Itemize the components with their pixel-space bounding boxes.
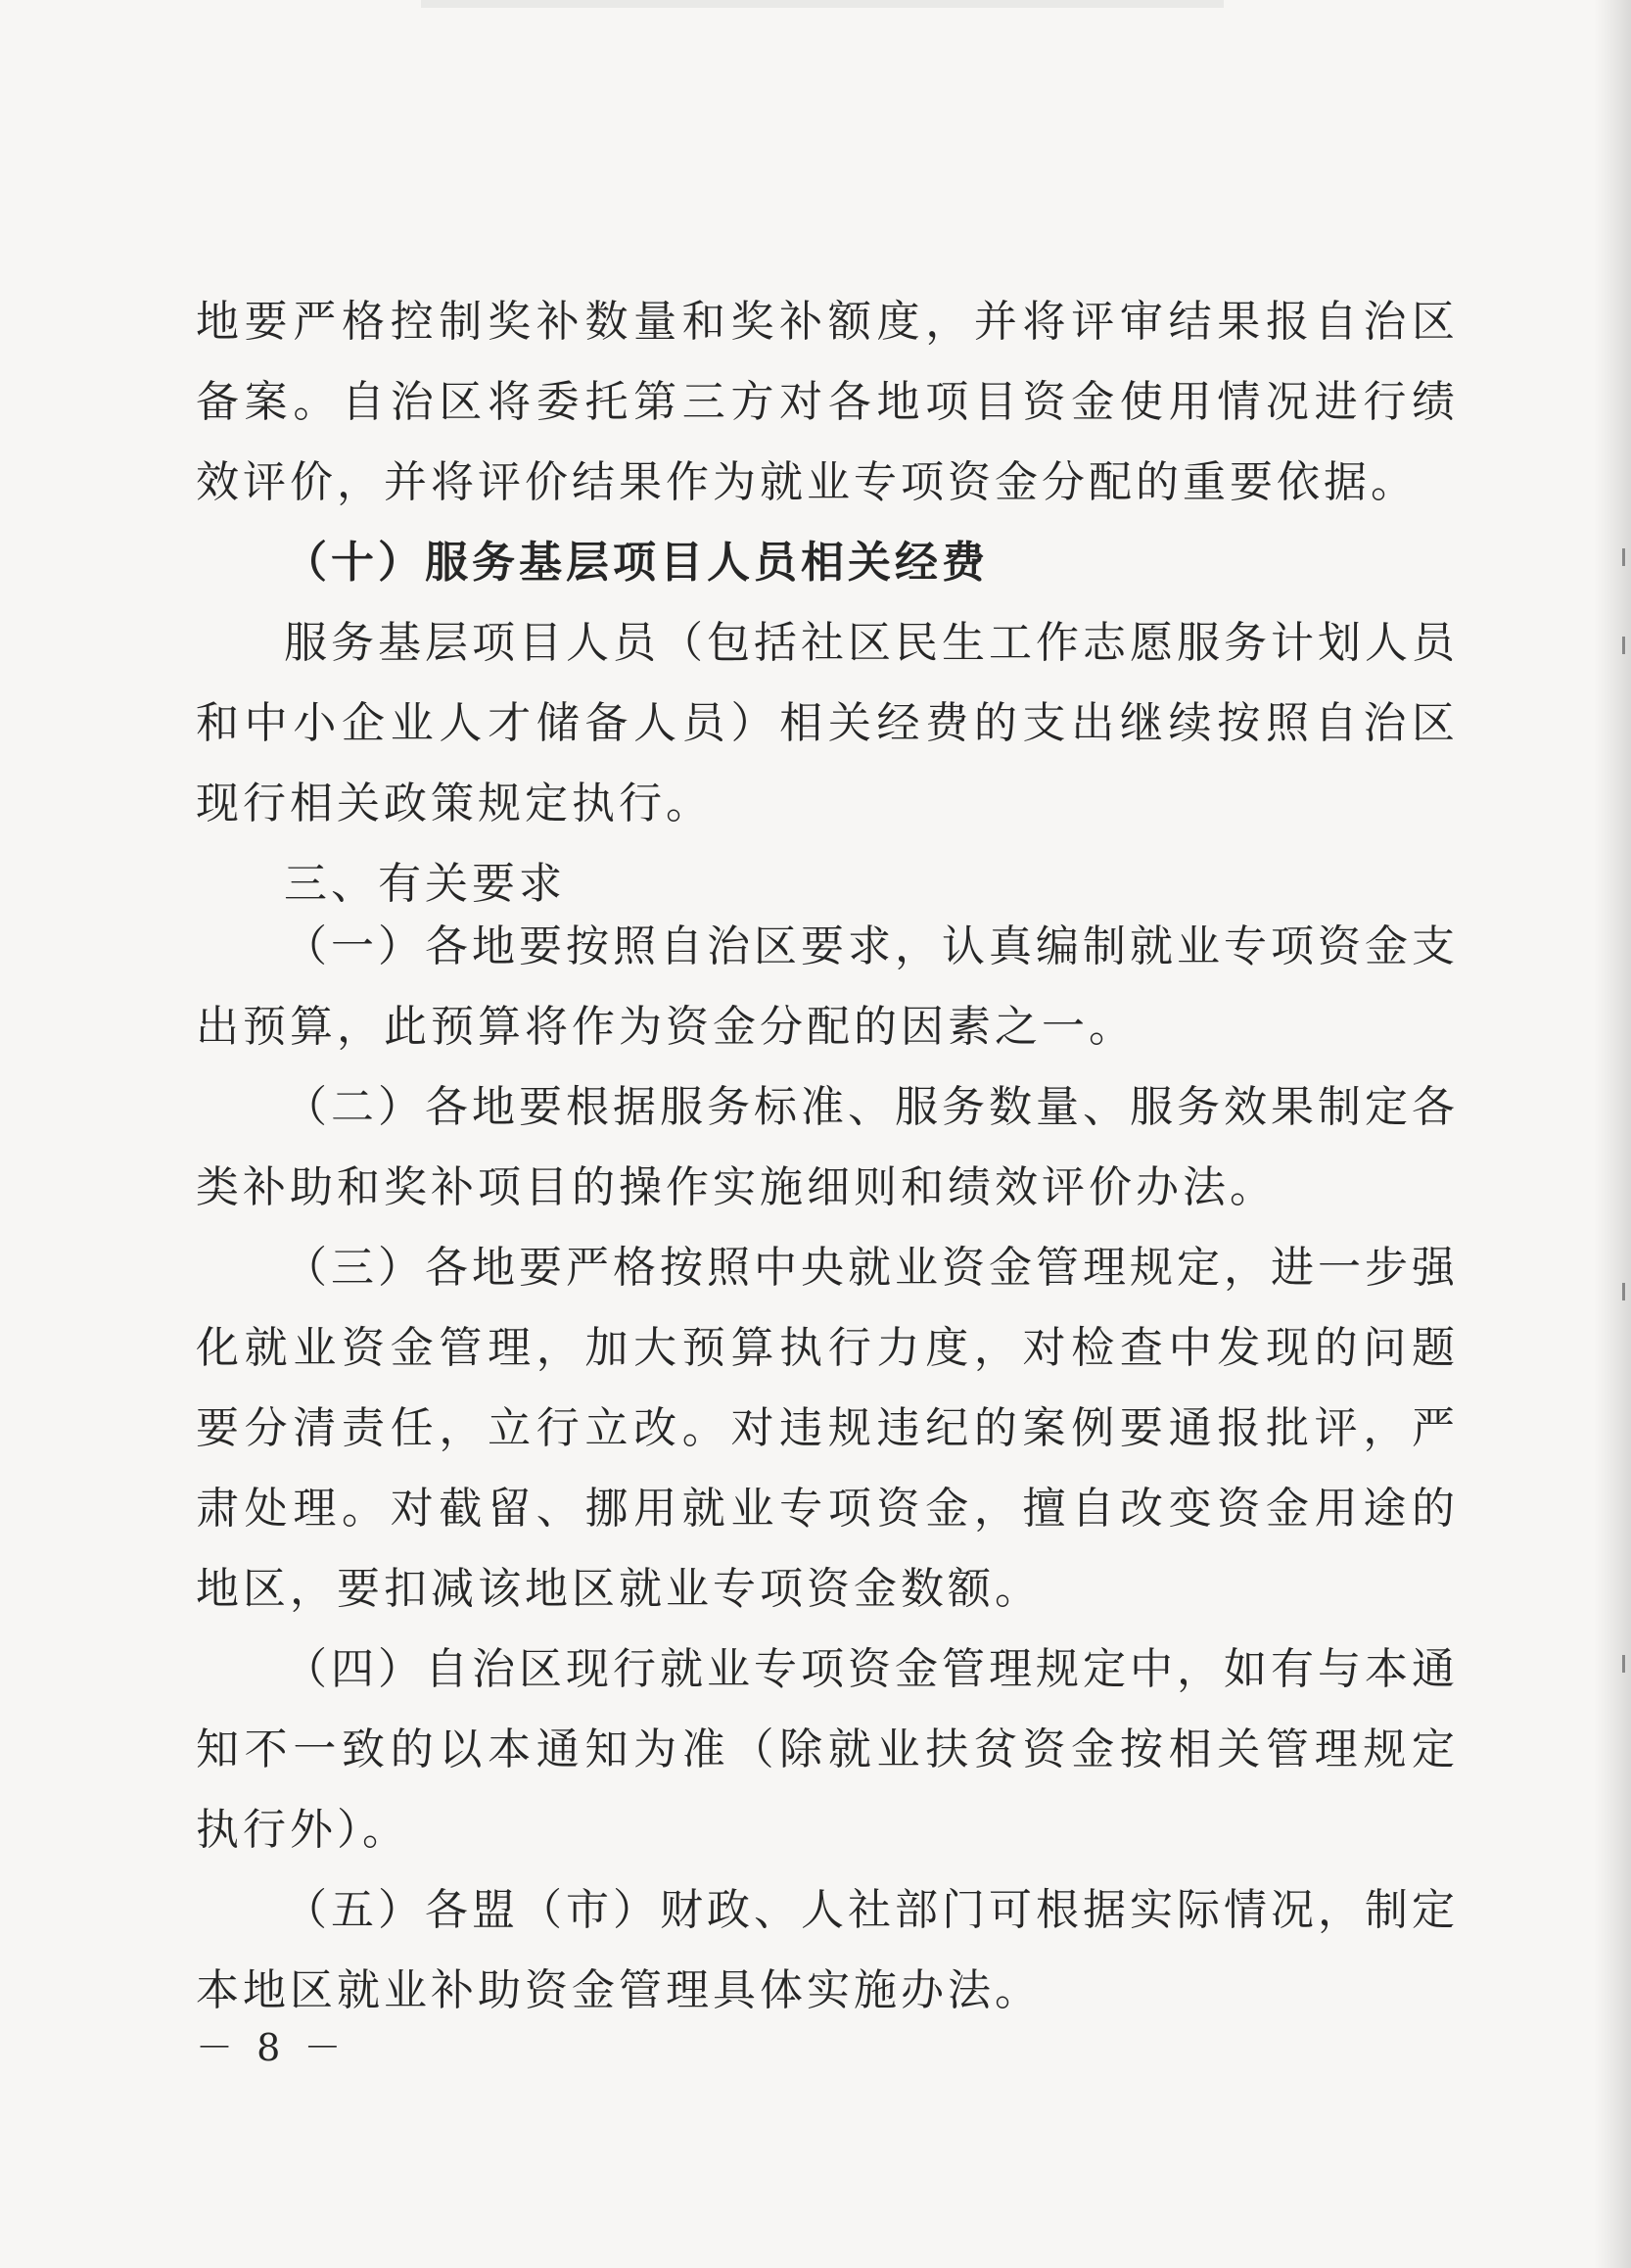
- section-heading-ten: （十）服务基层项目人员相关经费: [284, 538, 989, 588]
- scan-margin-mark: [1622, 637, 1625, 654]
- paragraph-service-personnel: 服务基层项目人员（包括社区民生工作志愿服务计划人员和中小企业人才储备人员）相关经费的支出继续按照自治区现行相关政策规定执行。: [196, 618, 1459, 828]
- section-heading-requirements: 三、有关要求: [284, 859, 566, 909]
- scan-margin-mark: [1622, 1283, 1625, 1300]
- page-number: － 8 －: [196, 2026, 348, 2069]
- scan-edge-shadow: [1594, 0, 1631, 2268]
- paragraph-requirement-4: （四）自治区现行就业专项资金管理规定中，如有与本通知不一致的以本通知为准（除就业扶贫资金按相关管理规定执行外）。: [196, 1644, 1459, 1855]
- paragraph-requirement-5: （五）各盟（市）财政、人社部门可根据实际情况，制定本地区就业补助资金管理具体实施办法。: [196, 1885, 1459, 2015]
- scan-margin-mark: [1622, 1655, 1625, 1673]
- scan-top-bleed: [421, 0, 1224, 8]
- paragraph-continuation: 地要严格控制奖补数量和奖补额度，并将评审结果报自治区备案。自治区将委托第三方对各地项目资金使用情况进行绩效评价，并将评价结果作为就业专项资金分配的重要依据。: [196, 297, 1459, 507]
- paragraph-requirement-1: （一）各地要按照自治区要求，认真编制就业专项资金支出预算，此预算将作为资金分配的因素之一。: [196, 921, 1459, 1052]
- paragraph-requirement-2: （二）各地要根据服务标准、服务数量、服务效果制定各类补助和奖补项目的操作实施细则和绩效评价办法。: [196, 1082, 1459, 1212]
- scan-margin-mark: [1622, 548, 1625, 566]
- paragraph-requirement-3: （三）各地要严格按照中央就业资金管理规定，进一步强化就业资金管理，加大预算执行力度，对检查中发现的问题要分清责任，立行立改。对违规违纪的案例要通报批评，严肃处理。对截留、挪用就业专项资金，擅自改变资金用途的地区，要扣减该地区就业专项资金数额。: [196, 1243, 1459, 1614]
